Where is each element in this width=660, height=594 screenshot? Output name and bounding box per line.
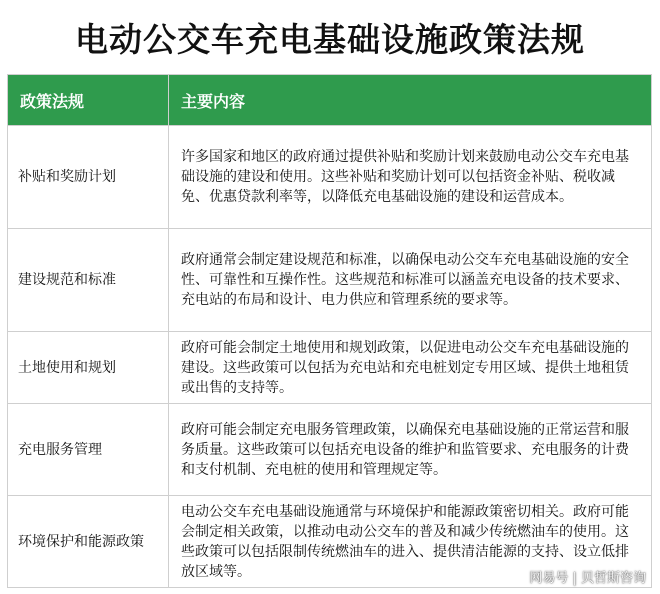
policy-content: 许多国家和地区的政府通过提供补贴和奖励计划来鼓励电动公交车充电基础设施的建设和使用。这些补贴和奖励计划可以包括资金补贴、税收减免、优惠贷款利率等，以降低充电基础设施的建设和运营成本。 bbox=[169, 126, 652, 229]
table-row bbox=[8, 229, 652, 332]
policy-table bbox=[7, 74, 652, 588]
watermark: 网易号 | 贝哲斯咨询 bbox=[529, 571, 646, 586]
policy-name: 充电服务管理 bbox=[8, 404, 169, 496]
policy-content: 电动公交车充电基础设施通常与环境保护和能源政策密切相关。政府可能会制定相关政策，以推动电动公交车的普及和减少传统燃油车的使用。这些政策可以包括限制传统燃油车的进入、提供清洁能源的支持、设立低排放区域等。 bbox=[169, 496, 652, 588]
policy-content: 政府可能会制定充电服务管理政策，以确保充电基础设施的正常运营和服务质量。这些政策可以包括充电设备的维护和监管要求、充电服务的计费和支付机制、充电桩的使用和管理规定等。 bbox=[169, 404, 652, 496]
policy-name: 环境保护和能源政策 bbox=[8, 496, 169, 588]
table-row bbox=[8, 404, 652, 496]
header-policy: 政策法规 bbox=[8, 75, 169, 126]
table-row bbox=[8, 126, 652, 229]
table-row bbox=[8, 332, 652, 404]
policy-name: 土地使用和规划 bbox=[8, 332, 169, 404]
policy-content: 政府通常会制定建设规范和标准，以确保电动公交车充电基础设施的安全性、可靠性和互操作性。这些规范和标准可以涵盖充电设备的技术要求、充电站的布局和设计、电力供应和管理系统的要求等。 bbox=[169, 229, 652, 332]
policy-name: 补贴和奖励计划 bbox=[8, 126, 169, 229]
header-content: 主要内容 bbox=[169, 75, 652, 126]
table-header-row bbox=[8, 75, 652, 126]
policy-name: 建设规范和标准 bbox=[8, 229, 169, 332]
policy-content: 政府可能会制定土地使用和规划政策，以促进电动公交车充电基础设施的建设。这些政策可以包括为充电站和充电桩划定专用区域、提供土地租赁或出售的支持等。 bbox=[169, 332, 652, 404]
page-title: 电动公交车充电基础设施政策法规 bbox=[75, 20, 585, 59]
